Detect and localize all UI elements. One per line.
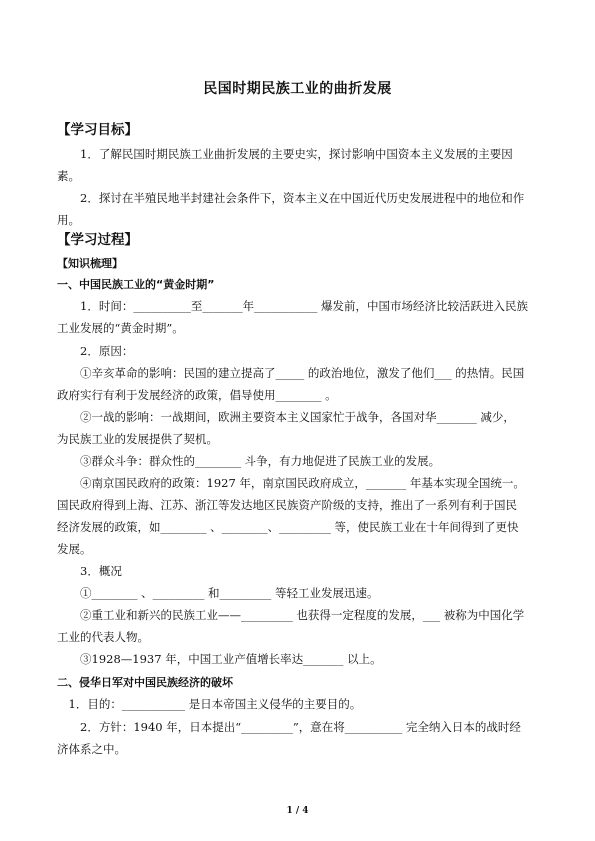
- paragraph-line: 工业的代表人物。: [57, 630, 149, 644]
- section-heading-golden-age: 一、中国民族工业的“黄金时期”: [57, 278, 215, 291]
- paragraph-line: 3．概况: [57, 564, 122, 578]
- paragraph-line: ②重工业和新兴的民族工业——_________ 也获得一定程度的发展，___ 被称为中国化学: [57, 608, 525, 622]
- paragraph-line: 发展。: [57, 542, 92, 556]
- paragraph-line: 2．探讨在半殖民地半封建社会条件下，资本主义在中国近代历史发展进程中的地位和作: [57, 191, 525, 205]
- paragraph-line: 1．时间：__________至_______年___________ 爆发前，中国市场经济比较活跃进入民族: [57, 299, 528, 313]
- paragraph-line: ①________ 、_________ 和_________ 等轻工业发展迅速。: [57, 586, 379, 600]
- paragraph-line: 政府实行有利于发展经济的政策，倡导使用________ 。: [57, 388, 337, 402]
- document-title: 民国时期民族工业的曲折发展: [203, 81, 392, 97]
- paragraph-line: ③群众斗争：群众性的________ 斗争，有力地促进了民族工业的发展。: [57, 454, 441, 468]
- paragraph-line: ①辛亥革命的影响：民国的建立提高了_____ 的政治地位，激发了他们___ 的热情。民国: [57, 366, 525, 380]
- page-number: 1 / 4: [286, 806, 309, 816]
- section-heading-objectives: 【学习目标】: [57, 122, 138, 138]
- section-heading-process: 【学习过程】: [57, 232, 138, 248]
- paragraph-line: ④南京国民政府的政策：1927 年，南京国民政府成立，_______ 年基本实现全国统一。: [57, 476, 525, 490]
- paragraph-line: 为民族工业的发展提供了契机。: [57, 432, 218, 446]
- paragraph-line: ③1928—1937 年，中国工业产值增长率达_______ 以上。: [57, 652, 382, 666]
- paragraph-line: 工业发展的“黄金时期”。: [57, 321, 184, 335]
- paragraph-line: 用。: [57, 213, 80, 227]
- paragraph-line: 国民政府得到上海、江苏、浙江等发达地区民族资产阶级的支持，推出了一系列有利于国民: [57, 498, 517, 512]
- paragraph-line: 素。: [57, 169, 80, 183]
- paragraph-line: 经济发展的政策，如________ 、________、_________ 等，使民族工业在十年间得到了更快: [57, 520, 519, 534]
- paragraph-line: 1．了解民国时期民族工业曲折发展的主要史实，探讨影响中国资本主义发展的主要因: [57, 147, 513, 161]
- paragraph-line: ②一战的影响：一战期间，欧洲主要资本主义国家忙于战争，各国对华_______ 减少，: [57, 410, 515, 424]
- paragraph-line: 2．方针：1940 年，日本提出“_________”，意在将__________ 完全纳入日本的战时经: [57, 720, 521, 734]
- paragraph-line: 1．目的：___________ 是日本帝国主义侵华的主要目的。: [57, 697, 362, 711]
- paragraph-line: 2．原因：: [57, 344, 134, 358]
- section-heading-japan: 二、侵华日军对中国民族经济的破坏: [57, 676, 233, 689]
- paragraph-line: 济体系之中。: [57, 742, 126, 756]
- subheading-knowledge: 【知识梳理】: [57, 257, 123, 270]
